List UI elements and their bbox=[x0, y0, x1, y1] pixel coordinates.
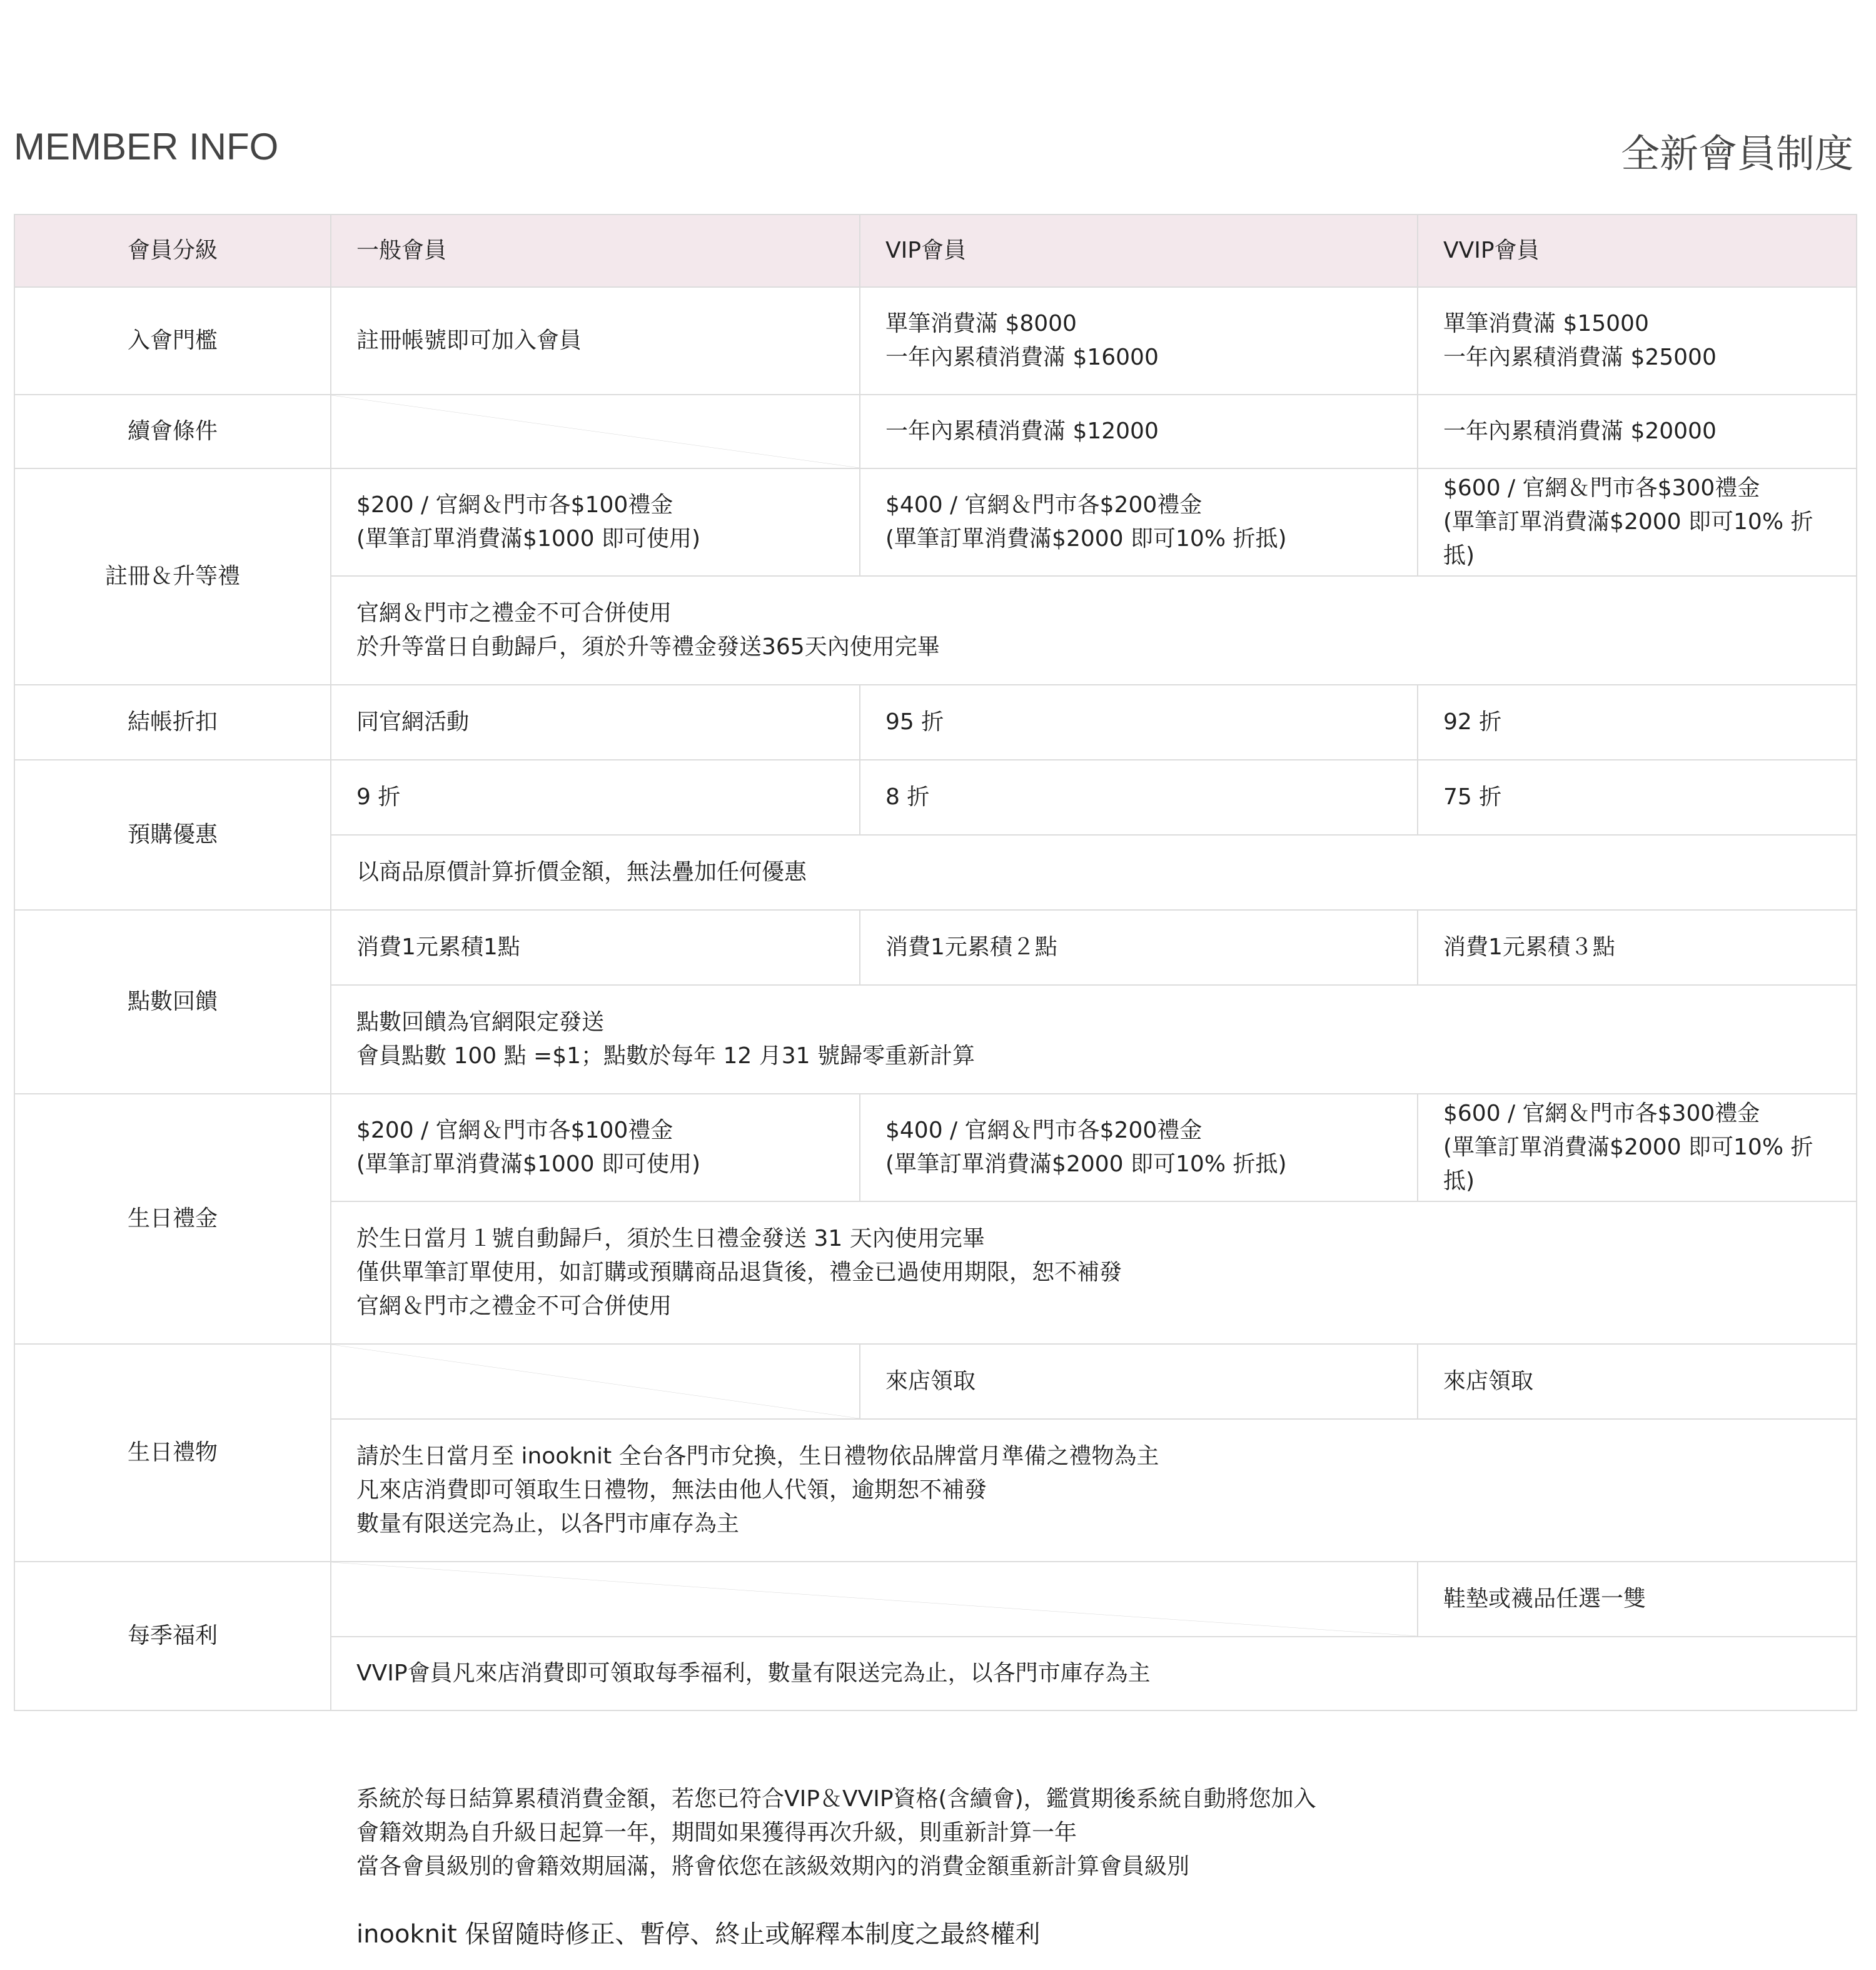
cell-line: (單筆訂單消費滿$1000 即可使用) bbox=[356, 526, 701, 552]
table-row-renewal bbox=[14, 395, 1857, 468]
footnote-spacer bbox=[356, 1884, 1316, 1917]
row-label-birthday-money: 生日禮金 bbox=[14, 1094, 331, 1344]
cell-seasonal-vvip: 鞋墊或襪品任選一雙 bbox=[1418, 1562, 1857, 1637]
cell-preorder-vvip: 75 折 bbox=[1418, 760, 1857, 835]
table-row-preorder bbox=[14, 760, 1857, 835]
row-label-threshold: 入會門檻 bbox=[14, 287, 331, 395]
cell-line: 單筆消費滿 $8000 bbox=[885, 311, 1077, 336]
cell-upgrade-note bbox=[331, 576, 1857, 685]
cell-checkout-vip: 95 折 bbox=[860, 685, 1418, 760]
cell-line: 凡來店消費即可領取生日禮物，無法由他人代領，逾期恕不補發 bbox=[356, 1477, 987, 1503]
membership-table bbox=[14, 214, 1857, 1711]
cell-birthday-money-general bbox=[331, 1094, 860, 1201]
cell-points-note bbox=[331, 985, 1857, 1094]
cell-line: 官網＆門市之禮金不可合併使用 bbox=[356, 1293, 672, 1319]
cell-seasonal-note: VVIP會員凡來店消費即可領取每季福利，數量有限送完為止，以各門市庫存為主 bbox=[331, 1637, 1857, 1710]
cell-line: 請於生日當月至 inooknit 全台各門市兌換，生日禮物依品牌當月準備之禮物為主 bbox=[356, 1443, 1159, 1469]
footnotes bbox=[356, 1782, 1316, 1951]
cell-line: $200 / 官網＆門市各$100禮金 bbox=[356, 492, 673, 518]
footnote-line: 當各會員級別的會籍效期屆滿，將會依您在該級效期內的消費金額重新計算會員級別 bbox=[356, 1854, 1190, 1879]
cell-line: 單筆消費滿 $15000 bbox=[1443, 311, 1649, 336]
table-row-seasonal bbox=[14, 1562, 1857, 1637]
cell-line: 點數回饋為官網限定發送 bbox=[356, 1009, 605, 1035]
cell-line: (單筆訂單消費滿$2000 即可10% 折抵) bbox=[885, 526, 1287, 552]
cell-checkout-vvip: 92 折 bbox=[1418, 685, 1857, 760]
cell-points-general: 消費1元累積1點 bbox=[331, 910, 860, 985]
footnote-line: 會籍效期為自升級日起算一年，期間如果獲得再次升級，則重新計算一年 bbox=[356, 1820, 1077, 1846]
diagonal-slash bbox=[331, 1345, 859, 1418]
cell-birthday-present-general-empty bbox=[331, 1344, 860, 1419]
cell-preorder-vip: 8 折 bbox=[860, 760, 1418, 835]
cell-birthday-money-vvip bbox=[1418, 1094, 1857, 1201]
table-header-row bbox=[14, 215, 1857, 287]
cell-renewal-general-empty bbox=[331, 395, 860, 468]
table-row-threshold bbox=[14, 287, 1857, 395]
header-vvip: VVIP會員 bbox=[1418, 215, 1857, 287]
row-label-preorder: 預購優惠 bbox=[14, 760, 331, 910]
cell-birthday-present-vip: 來店領取 bbox=[860, 1344, 1418, 1419]
cell-line: 一年內累積消費滿 $16000 bbox=[885, 345, 1159, 370]
row-label-renewal: 續會條件 bbox=[14, 395, 331, 468]
cell-line: 會員點數 100 點 =$1；點數於每年 12 月31 號歸零重新計算 bbox=[356, 1043, 975, 1069]
page-subtitle: 全新會員制度 bbox=[1620, 131, 1853, 176]
page-title: MEMBER INFO bbox=[14, 126, 279, 168]
cell-seasonal-empty bbox=[331, 1562, 1418, 1637]
cell-line: 官網＆門市之禮金不可合併使用 bbox=[356, 600, 672, 626]
cell-line: $200 / 官網＆門市各$100禮金 bbox=[356, 1118, 673, 1143]
cell-line: 一年內累積消費滿 $25000 bbox=[1443, 345, 1717, 370]
cell-birthday-present-note bbox=[331, 1419, 1857, 1562]
cell-birthday-money-vip bbox=[860, 1094, 1418, 1201]
row-label-upgrade-gift: 註冊＆升等禮 bbox=[14, 468, 331, 685]
cell-birthday-money-note bbox=[331, 1201, 1857, 1344]
cell-upgrade-general bbox=[331, 468, 860, 576]
cell-line: (單筆訂單消費滿$1000 即可使用) bbox=[356, 1151, 701, 1177]
diagonal-slash bbox=[331, 395, 859, 468]
cell-preorder-general: 9 折 bbox=[331, 760, 860, 835]
row-label-points: 點數回饋 bbox=[14, 910, 331, 1094]
cell-line: $400 / 官網＆門市各$200禮金 bbox=[885, 1118, 1203, 1143]
cell-preorder-note: 以商品原價計算折價金額，無法疊加任何優惠 bbox=[331, 835, 1857, 910]
cell-renewal-vip: 一年內累積消費滿 $12000 bbox=[860, 395, 1418, 468]
row-label-checkout-discount: 結帳折扣 bbox=[14, 685, 331, 760]
table-row-checkout-discount bbox=[14, 685, 1857, 760]
cell-upgrade-vip bbox=[860, 468, 1418, 576]
diagonal-slash bbox=[331, 1562, 1417, 1636]
cell-checkout-general: 同官網活動 bbox=[331, 685, 860, 760]
cell-threshold-vvip bbox=[1418, 287, 1857, 395]
cell-line: (單筆訂單消費滿$2000 即可10% 折抵) bbox=[885, 1151, 1287, 1177]
footnote-rights: inooknit 保留隨時修正、暫停、終止或解釋本制度之最終權利 bbox=[356, 1920, 1041, 1949]
cell-points-vip: 消費1元累積２點 bbox=[860, 910, 1418, 985]
cell-line: 數量有限送完為止，以各門市庫存為主 bbox=[356, 1511, 740, 1537]
table-row-points bbox=[14, 910, 1857, 985]
cell-line: 僅供單筆訂單使用，如訂購或預購商品退貨後，禮金已過使用期限，恕不補發 bbox=[356, 1260, 1122, 1285]
table-row-birthday-money bbox=[14, 1094, 1857, 1201]
row-label-seasonal: 每季福利 bbox=[14, 1562, 331, 1710]
header-tier-label: 會員分級 bbox=[14, 215, 331, 287]
cell-line: $400 / 官網＆門市各$200禮金 bbox=[885, 492, 1203, 518]
cell-line: (單筆訂單消費滿$2000 即可10% 折抵) bbox=[1443, 1134, 1813, 1194]
cell-line: $600 / 官網＆門市各$300禮金 bbox=[1443, 475, 1760, 501]
row-label-birthday-present: 生日禮物 bbox=[14, 1344, 331, 1562]
cell-line: (單筆訂單消費滿$2000 即可10% 折抵) bbox=[1443, 509, 1813, 568]
table-row-upgrade-gift bbox=[14, 468, 1857, 576]
footnote-line: 系統於每日結算累積消費金額，若您已符合VIP＆VVIP資格(含續會)，鑑賞期後系統自動將您加入 bbox=[356, 1786, 1316, 1812]
cell-upgrade-vvip bbox=[1418, 468, 1857, 576]
cell-line: 於升等當日自動歸戶，須於升等禮金發送365天內使用完畢 bbox=[356, 634, 940, 660]
table-row-birthday-present bbox=[14, 1344, 1857, 1419]
header-vip: VIP會員 bbox=[860, 215, 1418, 287]
cell-line: $600 / 官網＆門市各$300禮金 bbox=[1443, 1101, 1760, 1126]
cell-threshold-vip bbox=[860, 287, 1418, 395]
header-general: 一般會員 bbox=[331, 215, 860, 287]
cell-points-vvip: 消費1元累積３點 bbox=[1418, 910, 1857, 985]
cell-renewal-vvip: 一年內累積消費滿 $20000 bbox=[1418, 395, 1857, 468]
cell-line: 於生日當月１號自動歸戶，須於生日禮金發送 31 天內使用完畢 bbox=[356, 1226, 985, 1251]
cell-threshold-general: 註冊帳號即可加入會員 bbox=[331, 287, 860, 395]
cell-birthday-present-vvip: 來店領取 bbox=[1418, 1344, 1857, 1419]
